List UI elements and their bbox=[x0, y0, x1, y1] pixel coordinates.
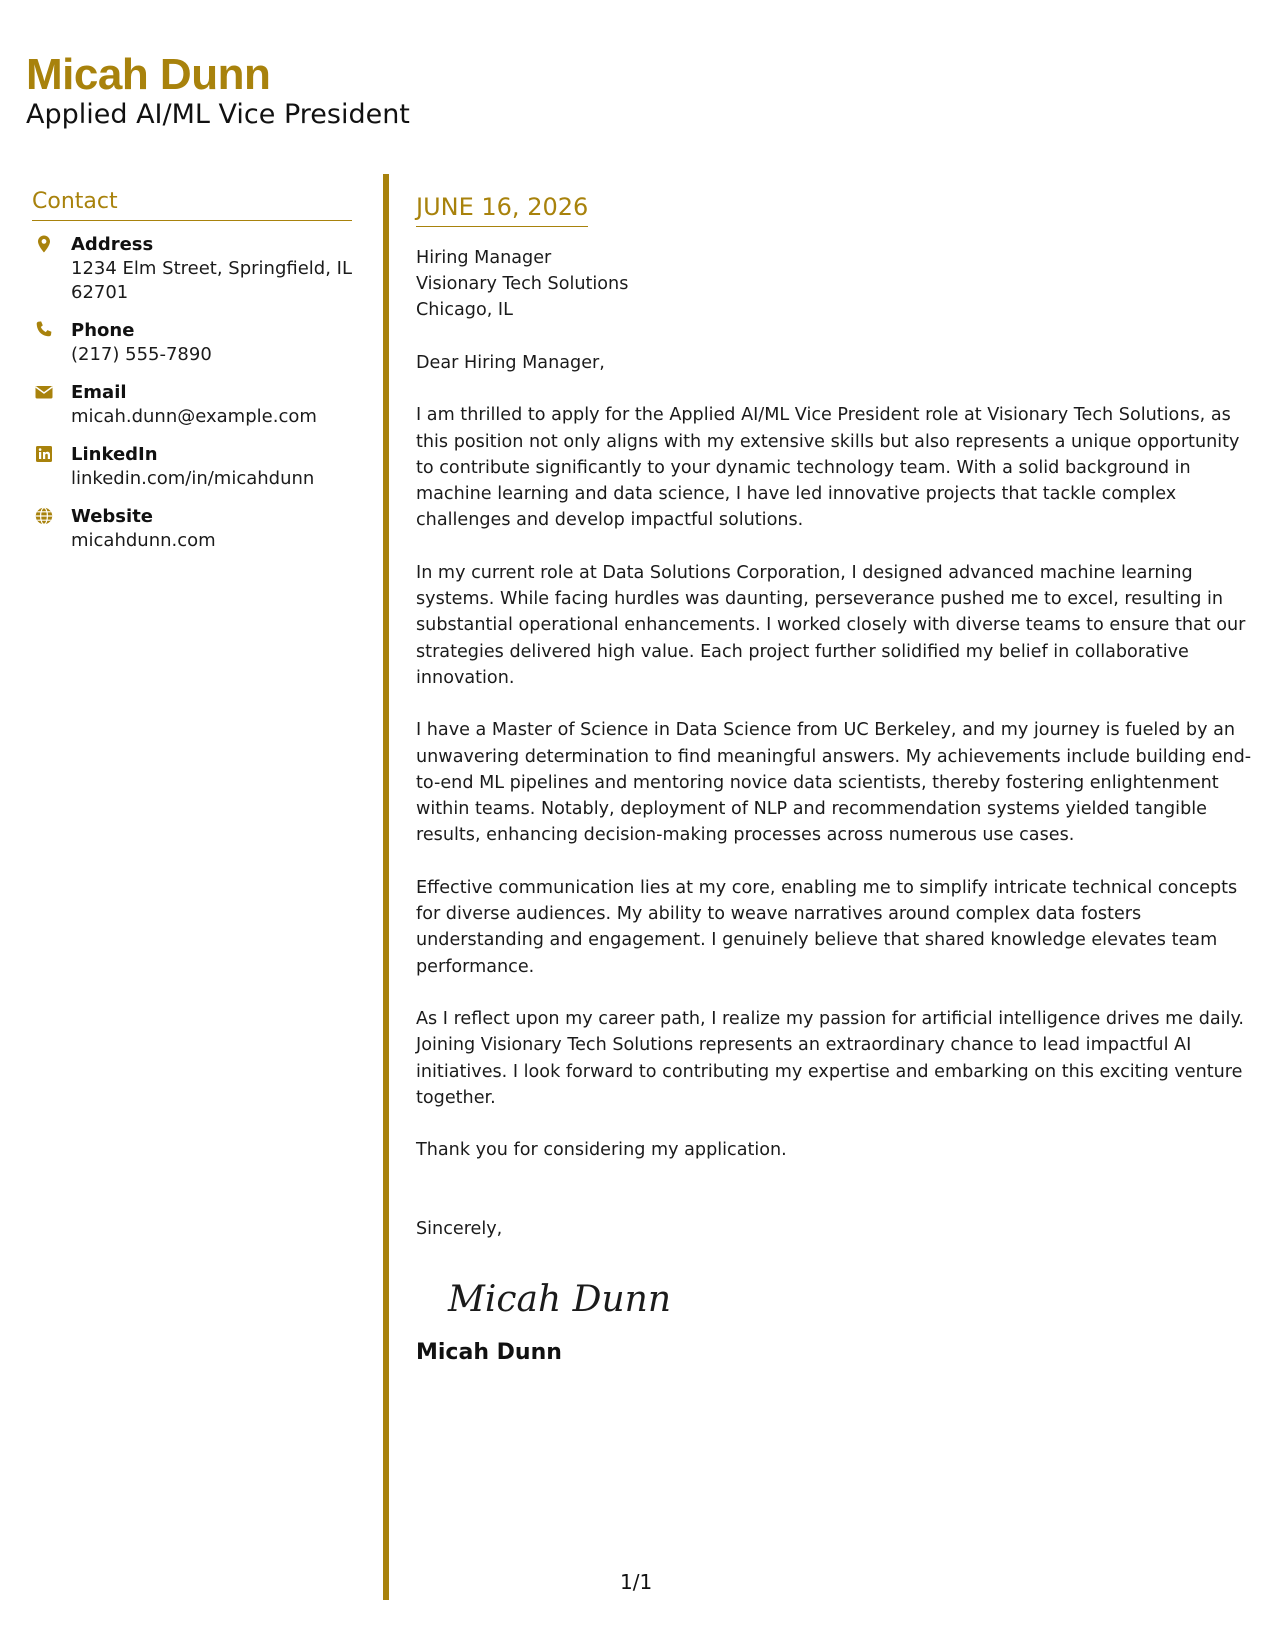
letter-body bbox=[416, 192, 1256, 1367]
contact-label: Address bbox=[71, 234, 154, 255]
signature-script: Micah Dunn bbox=[448, 1278, 672, 1320]
vertical-divider bbox=[383, 174, 389, 1600]
letter-paragraph: As I reflect upon my career path, I realize my passion for artificial intelligence drives me daily. Joining Visionary Tech Solutions represents an extraordinary chance to lead impactful AI initiatives. I look forward to contributing my expertise and embarking on this exciting venture together. bbox=[416, 1008, 1244, 1108]
recipient-line: Hiring Manager bbox=[416, 248, 552, 268]
contact-label: Website bbox=[71, 506, 154, 527]
applicant-role: Applied AI/ML Vice President bbox=[26, 99, 410, 130]
contact-label: Phone bbox=[71, 320, 135, 341]
phone-icon bbox=[34, 320, 54, 340]
handwritten-signature bbox=[444, 1269, 684, 1327]
linkedin-icon bbox=[34, 444, 54, 464]
map-pin-icon bbox=[34, 234, 54, 254]
email-value: micah.dunn@example.com bbox=[71, 406, 317, 427]
contact-item-email bbox=[32, 381, 352, 429]
letter-date: JUNE 16, 2026 bbox=[416, 193, 589, 221]
letter-paragraph: Thank you for considering my application. bbox=[416, 1140, 787, 1161]
contact-item-linkedin bbox=[32, 443, 352, 491]
contact-item-phone bbox=[32, 319, 352, 367]
envelope-icon bbox=[34, 382, 54, 402]
letter-paragraph: I am thrilled to apply for the Applied AI/ML Vice President role at Visionary Tech Solutions, as this position not only aligns with my extensive skills but also represents a unique opportunity to contribute significantly to your dynamic technology team. With a solid background in machine learning and data science, I have led innovative projects that tackle complex challenges and develop impactful solutions. bbox=[416, 405, 1240, 531]
recipient-line: Visionary Tech Solutions bbox=[416, 274, 629, 294]
phone-value: (217) 555-7890 bbox=[71, 344, 212, 365]
letter-paragraph: In my current role at Data Solutions Corporation, I designed advanced machine learning systems. While facing hurdles was daunting, perseverance pushed me to excel, resulting in substantial operational enhancements. I worked closely with diverse teams to ensure that our strategies delivered high value. Each project further solidified my belief in collaborative innovation. bbox=[416, 562, 1246, 688]
recipient-block bbox=[416, 245, 1256, 323]
linkedin-value: linkedin.com/in/micahdunn bbox=[71, 468, 315, 489]
globe-icon bbox=[34, 506, 54, 526]
contact-item-website bbox=[32, 505, 352, 553]
contact-label: LinkedIn bbox=[71, 444, 158, 465]
applicant-name: Micah Dunn bbox=[26, 50, 271, 99]
contact-label: Email bbox=[71, 382, 127, 403]
salutation: Dear Hiring Manager, bbox=[416, 353, 605, 373]
letter-paragraph: I have a Master of Science in Data Science from UC Berkeley, and my journey is fueled by an unwavering determination to find meaningful answers. My achievements include building end-to-end ML pipelines and mentoring novice data scientists, thereby fostering enlightenment within teams. Notably, deployment of NLP and recommendation systems yielded tangible results, enhancing decision-making processes across numerous use cases. bbox=[416, 720, 1252, 846]
contact-sidebar bbox=[32, 188, 352, 567]
page-number: 1/1 bbox=[620, 1570, 653, 1594]
website-value: micahdunn.com bbox=[71, 530, 216, 551]
date-block bbox=[416, 192, 588, 227]
letter-paragraph: Effective communication lies at my core, enabling me to simplify intricate technical concepts for diverse audiences. My ability to weave narratives around complex data fosters understanding and engagement. I genuinely believe that shared knowledge elevates team performance. bbox=[416, 877, 1238, 977]
address-value: 1234 Elm Street, Springfield, IL 62701 bbox=[71, 258, 353, 303]
signed-name: Micah Dunn bbox=[416, 1339, 562, 1365]
contact-heading: Contact bbox=[32, 188, 352, 221]
contact-item-address bbox=[32, 233, 352, 305]
closing: Sincerely, bbox=[416, 1219, 503, 1240]
recipient-line: Chicago, IL bbox=[416, 300, 513, 320]
